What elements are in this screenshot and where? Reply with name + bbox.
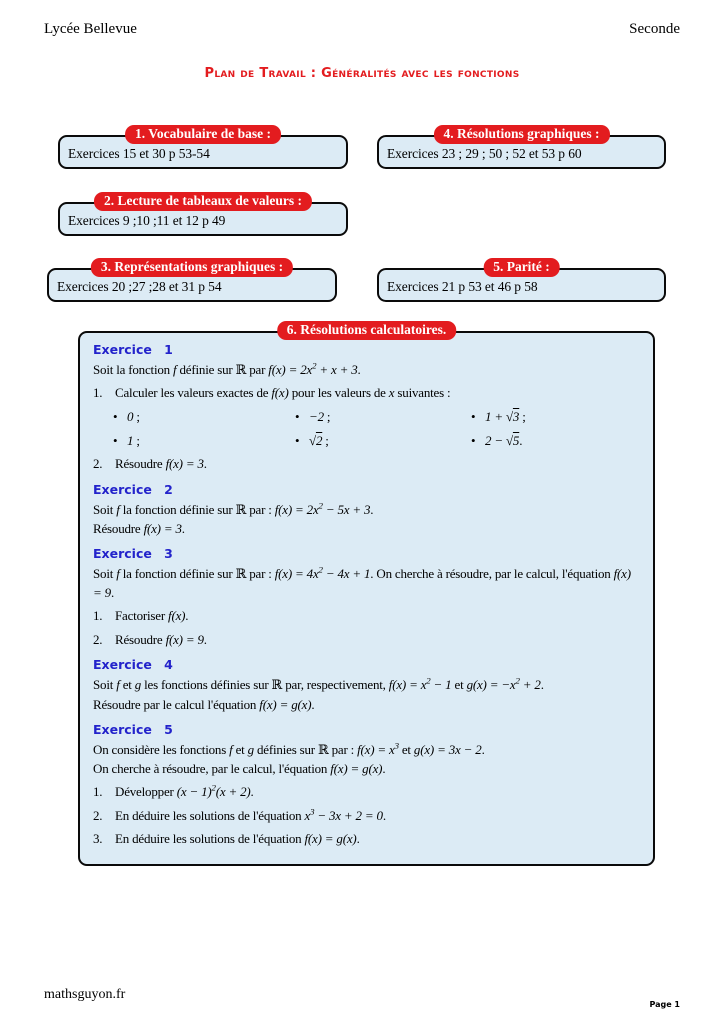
exercise-5-item-1 <box>93 783 640 801</box>
school-name: Lycée Bellevue <box>44 21 137 37</box>
box-exercises-lecture-tableaux: Exercices 9 ;10 ;11 et 12 p 49 <box>68 213 226 228</box>
item-text: Développer $(x - 1)^2(x + 2)$. <box>115 782 254 800</box>
item-text: Résoudre f(x) = 3. <box>115 456 207 472</box>
workplan-box-parite <box>377 259 666 302</box>
exercise-3 <box>93 546 640 649</box>
exercises-container <box>80 333 653 864</box>
exercise-4-line-2: Résoudre par le calcul l'équation f(x) = g(x). <box>93 696 315 712</box>
exercise-3-intro: Soit f la fonction définie sur ℝ par : $f(x) = 4x^2 - 4x + 1$. On cherche à résoudre, par le calcul, l'équation f(x) = 9. <box>93 564 631 601</box>
exercise-2-line-1: Soit f la fonction définie sur ℝ par : $f(x) = 2x^2 - 5x + 3$. <box>93 500 374 517</box>
box-title-vocabulaire: 1. Vocabulaire de base : <box>125 125 281 144</box>
box-title-representations: 3. Représentations graphiques : <box>91 258 293 277</box>
website-name: mathsguyon.fr <box>44 987 126 1002</box>
box-title-parite: 5. Parité : <box>483 258 560 277</box>
exercise-4-label: Exercice 4 <box>93 657 173 673</box>
exercise-5-item-3 <box>93 830 640 848</box>
box-exercises-representations: Exercices 20 ;27 ;28 et 31 p 54 <box>57 279 222 294</box>
item-number: 2. <box>93 807 103 823</box>
exercise-5-line-2: On cherche à résoudre, par le calcul, l'équation f(x) = g(x). <box>93 761 386 777</box>
box-title-lecture-tableaux: 2. Lecture de tableaux de valeurs : <box>94 192 312 211</box>
exercise-3-item-1 <box>93 607 640 625</box>
item-number: 1. <box>93 608 103 624</box>
item-text: Calculer les valeurs exactes de f(x) pour les valeurs de x suivantes : <box>115 385 451 401</box>
workplan-box-resolutions-calculatoires <box>78 322 655 866</box>
exercise-5-line-1: On considère les fonctions f et g définies sur ℝ par : $f(x) = x^3$ et g(x) = 3x − 2. <box>93 740 485 757</box>
exercise-1-item-2 <box>93 455 640 473</box>
box-title-resolutions-graphiques: 4. Résolutions graphiques : <box>433 125 609 144</box>
item-number: 1. <box>93 784 103 800</box>
item-number: 2. <box>93 456 103 472</box>
exercise-2-label: Exercice 2 <box>93 481 173 497</box>
page-number: Page 1 <box>649 1000 680 1009</box>
workplan-box-representations <box>47 259 337 302</box>
box-title-resolutions-calculatoires: 6. Résolutions calculatoires. <box>277 321 457 340</box>
grade-level: Seconde <box>629 21 680 37</box>
item-text: En déduire les solutions de l'équation $x^3 - 3x + 2 = 0$. <box>115 806 386 823</box>
item-number: 1. <box>93 385 103 401</box>
item-text: En déduire les solutions de l'équation f(x) = g(x). <box>115 831 360 847</box>
exercise-1-label: Exercice 1 <box>93 342 173 357</box>
exercise-5-label: Exercice 5 <box>93 721 173 737</box>
exercise-4 <box>93 657 640 713</box>
value-item: • √2 ; <box>295 432 471 450</box>
workplan-box-resolutions-graphiques <box>377 126 666 169</box>
exercise-4-line-1: Soit f et g les fonctions définies sur ℝ par, respectivement, $f(x) = x^2 - 1$ et $g(x) = -x^2 + 2$. <box>93 676 544 693</box>
exercise-5-item-2 <box>93 807 640 825</box>
value-item: • −2 ; <box>295 408 471 426</box>
workplan-box-lecture-tableaux <box>58 193 348 236</box>
box-exercises-vocabulaire: Exercices 15 et 30 p 53-54 <box>68 146 210 161</box>
exercise-3-label: Exercice 3 <box>93 545 173 561</box>
value-item: • 0 ; <box>113 408 295 426</box>
exercise-5 <box>93 722 640 849</box>
item-text: Résoudre f(x) = 9. <box>115 631 207 647</box>
exercise-1-intro: Soit la fonction f définie sur ℝ par $f(x) = 2x^2 + x + 3$. <box>93 360 361 377</box>
item-number: 3. <box>93 831 103 847</box>
exercise-1-item-1 <box>93 384 640 402</box>
exercise-1 <box>93 342 640 474</box>
exercise-2-line-2: Résoudre f(x) = 3. <box>93 520 185 536</box>
exercise-2 <box>93 482 640 538</box>
box-exercises-resolutions-graphiques: Exercices 23 ; 29 ; 50 ; 52 et 53 p 60 <box>387 146 582 161</box>
page-title: Plan de Travail : Généralités avec les fonctions <box>204 66 520 81</box>
value-item: • 1 ; <box>113 432 295 450</box>
box-exercises-parite: Exercices 21 p 53 et 46 p 58 <box>387 279 538 294</box>
value-item: • 2 − √5. <box>471 432 640 450</box>
workplan-box-vocabulaire <box>58 126 348 169</box>
item-text: Factoriser f(x). <box>115 608 189 624</box>
exercise-1-value-list <box>93 408 640 450</box>
item-number: 2. <box>93 631 103 647</box>
exercise-3-item-2 <box>93 631 640 649</box>
value-item: • 1 + √3 ; <box>471 408 640 426</box>
